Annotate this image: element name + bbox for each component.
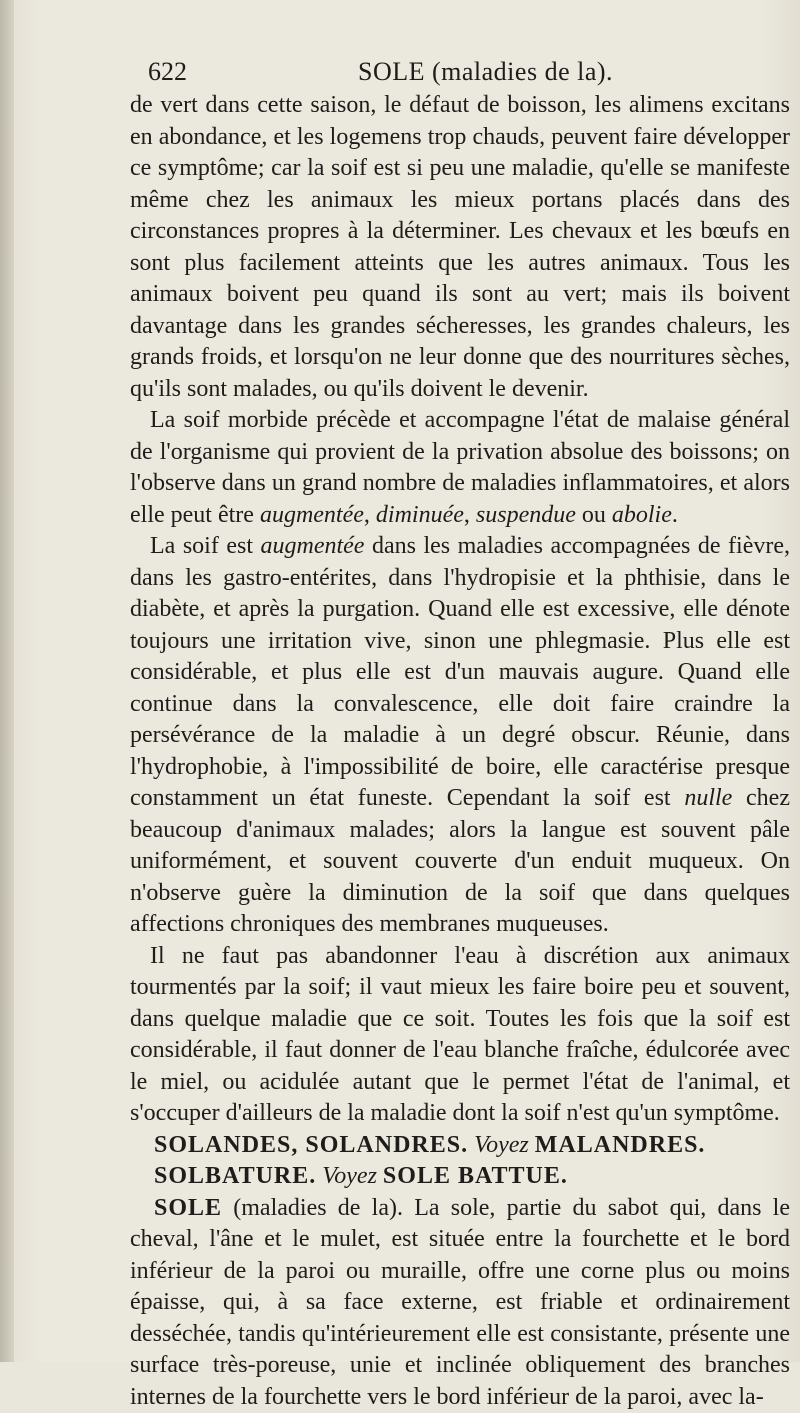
- p3-text-c: chez beaucoup d'animaux malades; alors la langue est souvent pâle uniformément, et souvent couverte d'un enduit muqueux. On n'observe guère la diminution de la soif que dans quelques affections chroniques des membranes muqueuses.: [130, 785, 790, 937]
- p2-italic-augmentee: augmentée: [260, 502, 364, 528]
- page-text: [130, 90, 790, 1413]
- p2-text-d: ou: [576, 502, 612, 528]
- paragraph-4: Il ne faut pas abandonner l'eau à discrétion aux animaux tourmentés par la soif; il vaut mieux les faire boire peu et souvent, dans quelque maladie que ce soit. Toutes les fois que la soif est considérable, il faut donner de l'eau blanche fraîche, édulcorée avec le miel, ou acidulée autant que le permet l'état de l'animal, et s'occuper d'ailleurs de la maladie dont la soif n'est qu'un symptôme.: [130, 941, 790, 1130]
- entry-solandes-voyez: Voyez: [474, 1132, 529, 1158]
- p2-italic-suspendue: suspendue: [476, 502, 576, 528]
- p3-text-b: dans les maladies accompagnées de fièvre, dans les gastro-entérites, dans l'hydropisie et la phthisie, dans le diabète, et après la purgation. Quand elle est excessive, elle dénote toujours une irritation vive, sinon une phlegmasie. Plus elle est considérable, et plus elle est d'un mauvais augure. Quand elle continue dans la convalescence, elle doit faire craindre la persévérance de la maladie à un degré obscur. Réunie, dans l'hydrophobie, à l'impossibilité de boire, elle caractérise presque constamment un état funeste. Cependant la soif est: [130, 533, 790, 811]
- page-binding-shadow: [0, 0, 14, 1362]
- p2-text-a: La soif morbide précède et accompagne l'état de malaise général de l'organisme qui provient de la privation absolue des boissons; on l'observe dans un grand nombre de maladies inflammatoires, et alors elle peut être: [130, 407, 790, 528]
- p3-text-a: La soif est: [150, 533, 261, 559]
- p2-italic-diminuee: diminuée: [376, 502, 464, 528]
- entry-solbature: [130, 1161, 790, 1193]
- p3-italic-augmentee: augmentée: [261, 533, 365, 559]
- page-header: [148, 52, 788, 92]
- entry-sole-headword: SOLE: [154, 1195, 222, 1221]
- entry-solandes: [130, 1130, 790, 1162]
- paragraph-2: [130, 405, 790, 531]
- paragraph-3: [130, 531, 790, 941]
- p2-italic-abolie: abolie: [612, 502, 672, 528]
- entry-solbature-voyez: Voyez: [322, 1163, 377, 1189]
- running-head: SOLE (maladies de la).: [358, 52, 613, 92]
- p3-italic-nulle: nulle: [684, 785, 732, 811]
- entry-solbature-reference: SOLE BATTUE.: [383, 1163, 568, 1189]
- p2-text-c: ,: [464, 502, 476, 528]
- p2-text-e: .: [672, 502, 678, 528]
- entry-solbature-headword: SOLBATURE.: [154, 1163, 316, 1189]
- entry-sole: [130, 1193, 790, 1413]
- entry-solandes-headword: SOLANDES, SOLANDRES.: [154, 1132, 468, 1158]
- paragraph-1: de vert dans cette saison, le défaut de boisson, les alimens excitans en abondance, et les logemens trop chauds, peuvent faire développer ce symptôme; car la soif est si peu une maladie, qu'elle se manifeste même chez les animaux les mieux portans placés dans des circonstances propres à la déterminer. Les chevaux et les bœufs en sont plus facilement atteints que les autres animaux. Tous les animaux boivent peu quand ils sont au vert; mais ils boivent davantage dans les grandes sécheresses, les grandes chaleurs, les grands froids, et lorsqu'on ne leur donne que des nourritures sèches, qu'ils sont malades, ou qu'ils doivent le devenir.: [130, 90, 790, 405]
- entry-solandes-reference: MALANDRES.: [535, 1132, 706, 1158]
- page-number: 622: [148, 52, 187, 92]
- p2-text-b: ,: [364, 502, 376, 528]
- entry-sole-text: (maladies de la). La sole, partie du sabot qui, dans le cheval, l'âne et le mulet, est située entre la fourchette et le bord inférieur de la paroi ou muraille, offre une corne plus ou moins épaisse, qui, à sa face externe, est friable et ordinairement desséchée, tandis qu'intérieurement elle est consistante, présente une surface très-poreuse, unie et inclinée obliquement des branches internes de la fourchette vers le bord inférieur de la paroi, avec la-: [130, 1195, 790, 1410]
